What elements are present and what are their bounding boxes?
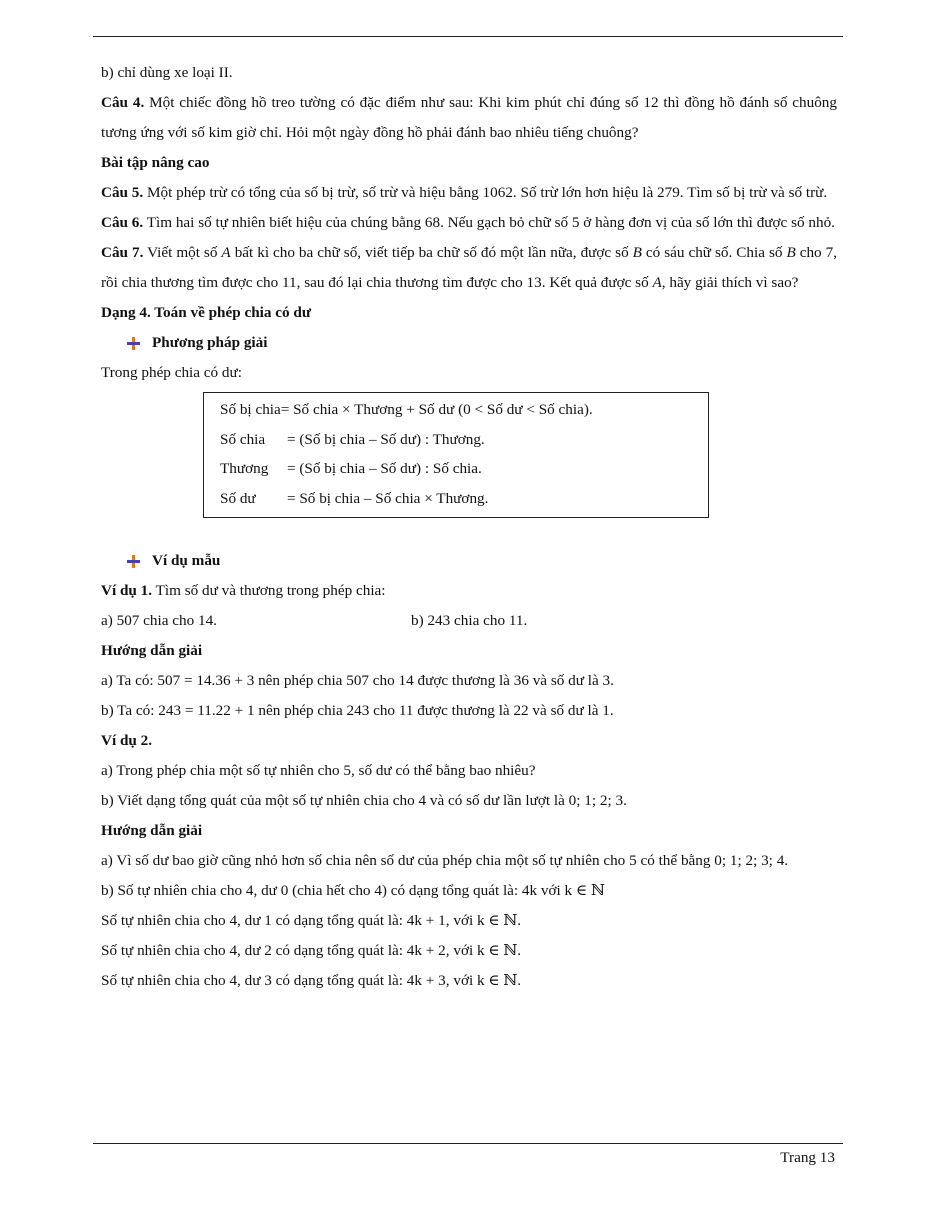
example-1-parts: [101, 606, 837, 636]
example-2-solution-b3: Số tự nhiên chia cho 4, dư 3 có dạng tổng quát là: 4k + 3, với k ∈ ℕ.: [101, 972, 522, 989]
formula-expr: = (Số bị chia – Số dư) : Số chia.: [287, 460, 482, 477]
question-7-text-2: bất kì cho ba chữ số, viết tiếp ba chữ số đó một lần nữa, được số: [234, 244, 629, 261]
example-2-solution-a: a) Vì số dư bao giờ cũng nhỏ hơn số chia nên số dư của phép chia một số tự nhiên cho 5 có thể bằng 0; 1; 2; 3; 4.: [101, 852, 789, 869]
formula-expr: = (Số bị chia – Số dư) : Thương.: [287, 430, 485, 448]
example-2-part-a: a) Trong phép chia một số tự nhiên cho 5, số dư có thể bằng bao nhiêu?: [101, 762, 536, 779]
example-2-part-b: b) Viết dạng tổng quát của một số tự nhiên chia cho 4 và có số dư lần lượt là 0; 1; 2; 3.: [101, 792, 627, 809]
intro-text: Trong phép chia có dư:: [101, 364, 242, 381]
question-7-label: Câu 7.: [101, 244, 144, 261]
page-content: [101, 58, 837, 996]
formula-expr: = Số chia × Thương + Số dư (0 < Số dư < Số chia).: [280, 401, 593, 418]
var-b-2: B: [786, 244, 796, 261]
solution-heading-2: Hướng dẫn giải: [101, 822, 203, 839]
pin-bullet-icon: [127, 555, 140, 568]
example-1: [101, 576, 837, 606]
formula-row: [220, 484, 708, 514]
page-number: Trang 13: [780, 1149, 835, 1166]
question-4: [101, 88, 837, 148]
formula-row: [220, 454, 708, 484]
question-7-text-4: cho 7, rồi chia thương tìm được cho 11, sau đó lại chia thương tìm được cho 13. Kết quả được số: [101, 244, 838, 291]
example-1-part-a: a) 507 chia cho 14.: [101, 612, 217, 629]
question-5-label: Câu 5.: [101, 184, 144, 201]
formula-label: Số dư: [220, 489, 256, 507]
var-a-2: A: [652, 274, 662, 291]
example-1-label: Ví dụ 1.: [101, 582, 153, 599]
formula-label: Số bị chia: [220, 401, 281, 418]
formula-expr: = Số bị chia – Số chia × Thương.: [287, 489, 489, 507]
example-1-text: Tìm số dư và thương trong phép chia:: [155, 582, 386, 599]
spacer: [101, 518, 837, 546]
question-7-text-1: Viết một số: [147, 244, 218, 261]
example-2-solution-b1: Số tự nhiên chia cho 4, dư 1 có dạng tổng quát là: 4k + 1, với k ∈ ℕ.: [101, 912, 522, 929]
formula-label: Thương: [220, 460, 269, 477]
footer-rule: [93, 1143, 843, 1144]
question-6-label: Câu 6.: [101, 214, 144, 231]
example-1-solution-b: b) Ta có: 243 = 11.22 + 1 nên phép chia 243 cho 11 được thương là 22 và số dư là 1.: [101, 702, 614, 719]
formula-box: [203, 392, 709, 518]
example-2-label: Ví dụ 2.: [101, 732, 153, 749]
question-4-text: Một chiếc đồng hồ treo tường có đặc điểm như sau: Khi kim phút chỉ đúng số 12 thì đồng hồ đánh số chuông tương ứng với số kim giờ chỉ. Hỏi một ngày đồng hồ phải đánh bao nhiêu tiếng chuông?: [101, 94, 837, 141]
pin-bullet-icon: [127, 337, 140, 350]
example-heading: [127, 546, 837, 576]
example-1-solution-a: a) Ta có: 507 = 14.36 + 3 nên phép chia 507 cho 14 được thương là 36 và số dư là 3.: [101, 672, 614, 689]
question-5: [101, 178, 837, 208]
question-7-text-5: , hãy giải thích vì sao?: [661, 274, 799, 291]
formula-row: [220, 395, 708, 425]
section-heading: Dạng 4. Toán về phép chia có dư: [101, 304, 311, 321]
advanced-heading: Bài tập nâng cao: [101, 154, 210, 171]
formula-row: [220, 425, 708, 455]
formula-label: Số chia: [220, 430, 266, 448]
question-5-text: Một phép trừ có tổng của số bị trừ, số trừ và hiệu bằng 1062. Số trừ lớn hơn hiệu là 279. Tìm số bị trừ và số trừ.: [147, 184, 828, 201]
question-7-text-3: có sáu chữ số. Chia số: [645, 244, 783, 261]
method-heading-text: Phương pháp giải: [152, 334, 268, 351]
question-7: [101, 238, 837, 298]
header-rule: [93, 36, 843, 37]
example-1-part-b: b) 243 chia cho 11.: [411, 612, 528, 629]
solution-heading: Hướng dẫn giải: [101, 642, 203, 659]
top-line: b) chỉ dùng xe loại II.: [101, 64, 233, 81]
example-2-solution-b2: Số tự nhiên chia cho 4, dư 2 có dạng tổng quát là: 4k + 2, với k ∈ ℕ.: [101, 942, 522, 959]
var-a: A: [221, 244, 231, 261]
method-heading: [127, 328, 837, 358]
var-b: B: [632, 244, 642, 261]
example-heading-text: Ví dụ mẫu: [152, 552, 221, 569]
question-6-text: Tìm hai số tự nhiên biết hiệu của chúng bằng 68. Nếu gạch bỏ chữ số 5 ở hàng đơn vị của số lớn thì được số nhỏ.: [146, 214, 835, 231]
question-6: [101, 208, 837, 238]
example-2-solution-b0: b) Số tự nhiên chia cho 4, dư 0 (chia hết cho 4) có dạng tổng quát là: 4k với k ∈ ℕ: [101, 882, 605, 899]
question-4-label: Câu 4.: [101, 94, 145, 111]
